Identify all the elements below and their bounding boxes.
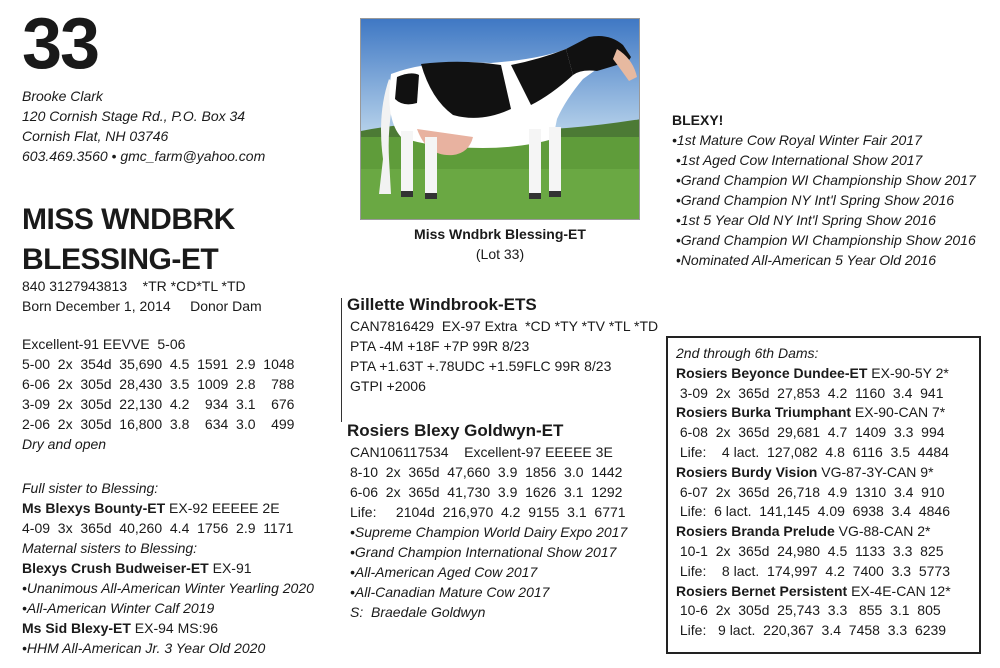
dam-record: 8-10 2x 365d 47,660 3.9 1856 3.0 1442 xyxy=(350,464,623,480)
animal-name xyxy=(22,200,235,280)
dam-6-lifetime: Life: 9 lact. 220,367 3.4 7458 3.3 6239 xyxy=(676,622,947,639)
sister-2-class: EX-91 xyxy=(208,560,252,576)
sister-3-class: EX-94 MS:96 xyxy=(130,620,219,636)
dam-5-record: 10-1 2x 365d 24,980 4.5 1133 3.3 825 xyxy=(676,542,944,559)
holstein-cow-icon xyxy=(361,19,640,220)
consignor-name: Brooke Clark xyxy=(22,88,103,104)
sire-name: Gillette Windbrook-ETS xyxy=(347,295,537,314)
consignor-address-1: 120 Cornish Stage Rd., P.O. Box 34 xyxy=(22,108,246,124)
dam-5-name: Rosiers Branda Prelude xyxy=(676,523,835,540)
sister-2-honor: •All-American Winter Calf 2019 xyxy=(22,600,215,616)
record-row: 2-06 2x 305d 16,800 3.8 634 3.0 499 xyxy=(22,416,295,432)
sister-3-honor: •HHM All-American Jr. 3 Year Old 2020 xyxy=(22,640,266,656)
sister-3-name: Ms Sid Blexy-ET xyxy=(22,620,131,636)
dam-2-record: 3-09 2x 365d 27,853 4.2 1160 3.4 941 xyxy=(676,384,944,401)
photo-caption xyxy=(360,224,640,264)
blexy-honor: •Nominated All-American 5 Year Old 2016 xyxy=(672,252,937,268)
dam-4-name: Rosiers Burdy Vision xyxy=(676,463,818,480)
sire-divider xyxy=(341,298,342,422)
dam-honor: •Grand Champion International Show 2017 xyxy=(350,544,617,560)
record-row: 5-00 2x 354d 35,690 4.5 1591 2.9 1048 xyxy=(22,356,295,372)
dam-record: 6-06 2x 365d 41,730 3.9 1626 3.1 1292 xyxy=(350,484,623,500)
full-sister-class: EX-92 EEEEE 2E xyxy=(165,500,280,516)
animal-name-line-2: BLESSING-ET xyxy=(22,243,219,276)
dam-6-record: 10-6 2x 305d 25,743 3.3 855 3.1 805 xyxy=(676,602,941,619)
dam-6-name: Rosiers Bernet Persistent xyxy=(676,582,848,599)
photo-caption-name: Miss Wndbrk Blessing-ET xyxy=(414,226,586,242)
maternal-sisters-label: Maternal sisters to Blessing: xyxy=(22,540,198,556)
cow-photo xyxy=(360,18,640,220)
dam-5-lifetime: Life: 8 lact. 174,997 4.2 7400 3.3 5773 xyxy=(676,562,950,579)
dams-title: 2nd through 6th Dams: xyxy=(676,345,819,361)
dam-3-lifetime: Life: 4 lact. 127,082 4.8 6116 3.5 4484 xyxy=(676,443,949,460)
sire-block xyxy=(347,294,658,396)
full-sister-name: Ms Blexys Bounty-ET xyxy=(22,500,166,516)
born-line: Born December 1, 2014 Donor Dam xyxy=(22,298,262,314)
dam-4-class: VG-87-3Y-CAN 9* xyxy=(817,463,934,480)
dam-2-name: Rosiers Beyonce Dundee-ET xyxy=(676,364,868,381)
blexy-honor: •Grand Champion NY Int'l Spring Show 2016 xyxy=(672,192,955,208)
dam-2-class: EX-90-5Y 2* xyxy=(867,364,949,381)
dams-box xyxy=(666,336,981,654)
classification-line: Excellent-91 EEVVE 5-06 xyxy=(22,336,186,352)
photo-caption-lot: (Lot 33) xyxy=(475,246,525,262)
blexy-honor: •1st Aged Cow International Show 2017 xyxy=(672,152,923,168)
blexy-honors xyxy=(672,110,976,270)
sire-line: CAN7816429 EX-97 Extra *CD *TY *TV *TL *TD xyxy=(350,318,659,334)
animal-details xyxy=(22,276,262,316)
dam-block xyxy=(347,420,627,622)
blexy-honor: •Grand Champion WI Championship Show 2017 xyxy=(672,172,976,188)
dam-registration: CAN106117534 Excellent-97 EEEEE 3E xyxy=(350,444,613,460)
record-row: 3-09 2x 305d 22,130 4.2 934 3.1 676 xyxy=(22,396,295,412)
full-sister-record: 4-09 3x 365d 40,260 4.4 1756 2.9 1171 xyxy=(22,520,294,536)
sire-line: PTA +1.63T +.78UDC +1.59FLC 99R 8/23 xyxy=(350,358,612,374)
dam-record: Life: 2104d 216,970 4.2 9155 3.1 6771 xyxy=(350,504,626,520)
animal-name-line-1: MISS WNDBRK xyxy=(22,203,235,236)
dam-6-class: EX-4E-CAN 12* xyxy=(847,582,951,599)
production-records xyxy=(22,334,294,454)
dam-name: Rosiers Blexy Goldwyn-ET xyxy=(347,421,564,440)
record-row: 6-06 2x 305d 28,430 3.5 1009 2.8 788 xyxy=(22,376,295,392)
registration-line: 840 3127943813 *TR *CD*TL *TD xyxy=(22,278,246,294)
dam-3-class: EX-90-CAN 7* xyxy=(851,404,946,421)
blexy-honor: •Grand Champion WI Championship Show 2016 xyxy=(672,232,976,248)
consignor-address-2: Cornish Flat, NH 03746 xyxy=(22,128,169,144)
sire-line: GTPI +2006 xyxy=(350,378,426,394)
blexy-honor: •1st 5 Year Old NY Int'l Spring Show 2016 xyxy=(672,212,936,228)
dam-4-lifetime: Life: 6 lact. 141,145 4.09 6938 3.4 4846 xyxy=(676,503,950,520)
sisters-block xyxy=(22,478,314,658)
consignor-contact: 603.469.3560 • gmc_farm@yahoo.com xyxy=(22,148,266,164)
dam-4-record: 6-07 2x 365d 26,718 4.9 1310 3.4 910 xyxy=(676,483,945,500)
lot-number: 33 xyxy=(22,4,99,84)
dam-3-name: Rosiers Burka Triumphant xyxy=(676,404,852,421)
sire-line: PTA -4M +18F +7P 99R 8/23 xyxy=(350,338,530,354)
dam-honor: •Supreme Champion World Dairy Expo 2017 xyxy=(350,524,628,540)
dam-3-record: 6-08 2x 365d 29,681 4.7 1409 3.3 994 xyxy=(676,424,945,441)
sister-2-name: Blexys Crush Budweiser-ET xyxy=(22,560,209,576)
dam-honor: •All-American Aged Cow 2017 xyxy=(350,564,538,580)
consignor-block xyxy=(22,86,265,166)
blexy-honor: •1st Mature Cow Royal Winter Fair 2017 xyxy=(672,132,922,148)
dam-sire: S: Braedale Goldwyn xyxy=(350,604,486,620)
sister-2-honor: •Unanimous All-American Winter Yearling 2020 xyxy=(22,580,314,596)
dam-5-class: VG-88-CAN 2* xyxy=(834,523,931,540)
blexy-title: BLEXY! xyxy=(672,112,724,128)
dam-honor: •All-Canadian Mature Cow 2017 xyxy=(350,584,550,600)
full-sister-label: Full sister to Blessing: xyxy=(22,480,159,496)
status-line: Dry and open xyxy=(22,436,107,452)
